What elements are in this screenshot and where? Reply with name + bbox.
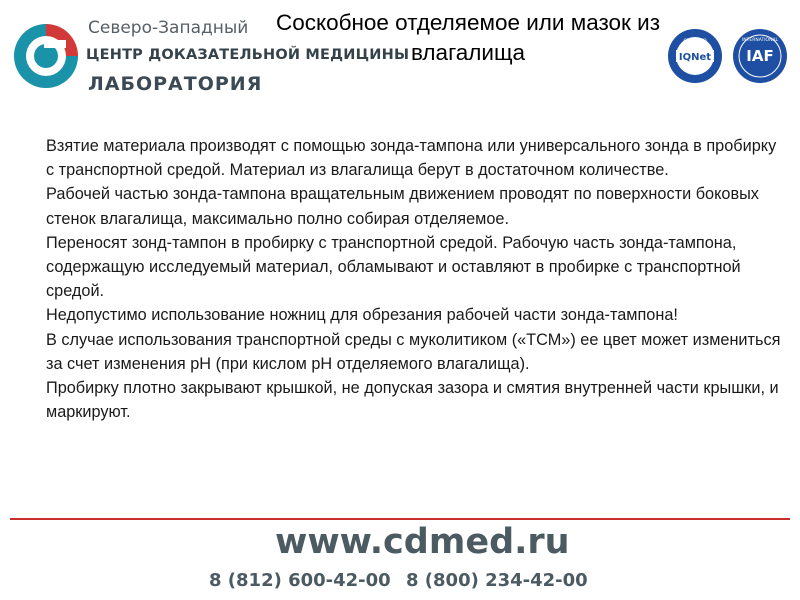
paragraph-2: Рабочей частью зонда-тампона вращательным движением проводят по поверхности боковых стенок влагалища, максимально полно собирая отделяемое.	[46, 185, 759, 228]
paragraph-1: Взятие материала производят с помощью зонда-тампона или универсального зонда в пробирку с транспортной средой. Материал из влагалища берут в достаточном количестве.	[46, 137, 777, 180]
phone-1[interactable]: 8 (812) 600-42-00	[209, 570, 391, 591]
logo-line3: ЛАБОРАТОРИЯ	[88, 73, 263, 95]
footer-divider	[10, 518, 790, 520]
paragraph-4: Недопустимо использование ножниц для обрезания рабочей части зонда-тампона!	[46, 306, 678, 325]
paragraph-6: Пробирку плотно закрывают крышкой, не допуская зазора и смятия внутренней части крышки, и маркируют.	[46, 379, 779, 422]
logo-mark-icon	[8, 18, 84, 94]
svg-text:INTERNATIONAL: INTERNATIONAL	[741, 38, 779, 43]
svg-text:IAF: IAF	[746, 47, 774, 65]
phone-2[interactable]: 8 (800) 234-42-00	[406, 570, 588, 591]
svg-text:IQNet: IQNet	[678, 52, 712, 63]
logo-line1: Северо-Западный	[88, 18, 249, 38]
svg-text:CERTIFIED: CERTIFIED	[683, 39, 707, 44]
website-link[interactable]: www.cdmed.ru	[275, 522, 570, 562]
instructions-text	[46, 134, 786, 424]
iqnet-badge-icon	[667, 28, 723, 84]
paragraph-5: В случае использования транспортной среды с муколитиком («ТСМ») ее цвет может измениться за счет изменения рН (при кислом рН отделяемого влагалища).	[46, 330, 781, 373]
logo-line2: ЦЕНТР ДОКАЗАТЕЛЬНОЙ МЕДИЦИНЫ	[86, 47, 410, 63]
paragraph-3: Переносят зонд-тампон в пробирку с транспортной средой. Рабочую часть зонда-тампона, содержащую исследуемый материал, обламывают и оставляют в пробирке с транспортной средой.	[46, 233, 741, 301]
page-title: Соскобное отделяемое или мазок из влагалища	[275, 10, 661, 65]
iaf-badge-icon	[732, 28, 788, 84]
